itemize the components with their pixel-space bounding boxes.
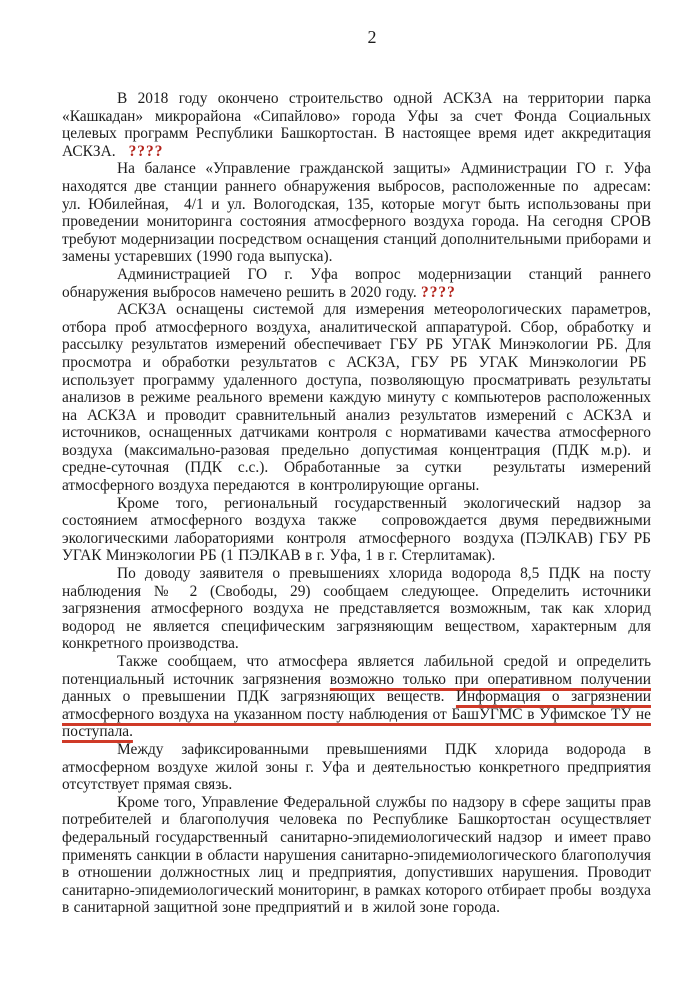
para-askza-equipment <box>62 301 651 495</box>
para-no-direct-link <box>62 741 651 794</box>
para-civil-defense-stations <box>62 160 651 266</box>
text-segment: Между зафиксированными превышениями ПДК хлорида водорода в атмосферном воздухе жилой зоны г. Уфа и деятельностью конкретного предприятия отсутствует прямая связь. <box>62 740 651 794</box>
text-segment: АСКЗА оснащены системой для измерения метеорологических параметров, отбора проб атмосферного воздуха, аналитической аппаратурой. Сбор, обработку и рассылку результатов измерений обеспечивает ГБУ РБ УГАК Минэкологии РБ. Для просмотра и обработки результатов с АСКЗА, ГБУ РБ УГАК Минэкологии РБ использует программу удаленного доступа, позволяющую просматривать результаты анализов в режиме реального времени каждую минуту с компьютеров расположенных на АСКЗА и проводит сравнительный анализ результатов измерений с АСКЗА и источников, оснащенных датчиками контроля с нормативами качества атмосферного воздуха (максимально-разовая предельно допустимая концентрация (ПДК м.р). и средне-суточная (ПДК с.с.). Обработанные за сутки результаты измерений атмосферного воздуха передаются в контролирующие органы. <box>62 301 651 495</box>
text-segment: данных о превышении ПДК загрязняющих веществ. <box>62 688 456 706</box>
red-question-marks-annotation: ???? <box>421 283 456 301</box>
para-askza-construction <box>62 90 651 160</box>
page-number: 2 <box>367 27 377 47</box>
text-segment: Также сообщаем, что атмосфера является лабильной средой и определить потенциальный источник загрязнения <box>62 653 651 688</box>
para-regional-supervision <box>62 495 651 565</box>
text-segment: Кроме того, Управление Федеральной службы по надзору в сфере защиты прав потребителей и благополучия человека по Республике Башкортостан осуществляет федеральный государственный санитарно-эпидемиологический надзор и имеет право применять санкции в области нарушения санитарно-эпидемиологического благополучия в отношении должностных лиц и предприятия, допустивших нарушения. Проводит санитарно-эпидемиологический мониторинг, в рамках которого отбирает пробы воздуха в санитарной защитной зоне предприятий и в жилой зоне города. <box>62 793 651 917</box>
text-segment: Администрацией ГО г. Уфа вопрос модернизации станций раннего обнаружения выбросов намечено решить в 2020 году. <box>62 265 651 301</box>
red-underlined-text: возможно только при оперативном получении <box>329 670 651 688</box>
red-question-marks-annotation: ???? <box>128 142 164 160</box>
para-chloride-complaint <box>62 565 651 653</box>
text-segment: По доводу заявителя о превышениях хлорида водорода 8,5 ПДК на посту наблюдения № 2 (Свободы, 29) сообщаем следующее. Определить источники загрязнения атмосферного воздуха не представляется возможным, так как хлорид водород не является специфическим загрязняющим веществом, характерным для конкретного производства. <box>62 565 651 653</box>
para-rospotrebnadzor <box>62 794 651 917</box>
document-body <box>62 90 651 917</box>
text-segment: В 2018 году окончено строительство одной АСКЗА на территории парка «Кашкадан» микрорайона «Сипайлово» города Уфы за счет Фонда Социальных целевых программ Республики Башкортостан. В настоящее время идет аккредитация АСКЗА. <box>62 90 651 160</box>
text-segment: Кроме того, региональный государственный экологический надзор за состоянием атмосферного воздуха также сопровождается двумя передвижными экологическими лабораториями контроля атмосферного воздуха (ПЭЛКАВ) ГБУ РБ УГАК Минэкологии РБ (1 ПЭЛКАВ в г. Уфа, 1 в г. Стерлитамак). <box>62 494 651 565</box>
red-underlined-text: Информация о загрязнении атмосферного воздуха на указанном посту наблюдения от БашУГМС в Уфимское ТУ не поступала. <box>62 688 651 741</box>
para-labile-atmosphere <box>62 653 651 741</box>
para-modernization-2020 <box>62 266 651 301</box>
text-segment: На балансе «Управление гражданской защиты» Администрации ГО г. Уфа находятся две станции раннего обнаружения выбросов, расположенные по адресам: ул. Юбилейная, 4/1 и ул. Вологодская, 135, которые могут быть использованы при проведении мониторинга состояния атмосферного воздуха города. На сегодня СРОВ требуют модернизации посредством оснащения станций дополнительными приборами и замены устаревших (1990 года выпуска). <box>62 160 651 266</box>
